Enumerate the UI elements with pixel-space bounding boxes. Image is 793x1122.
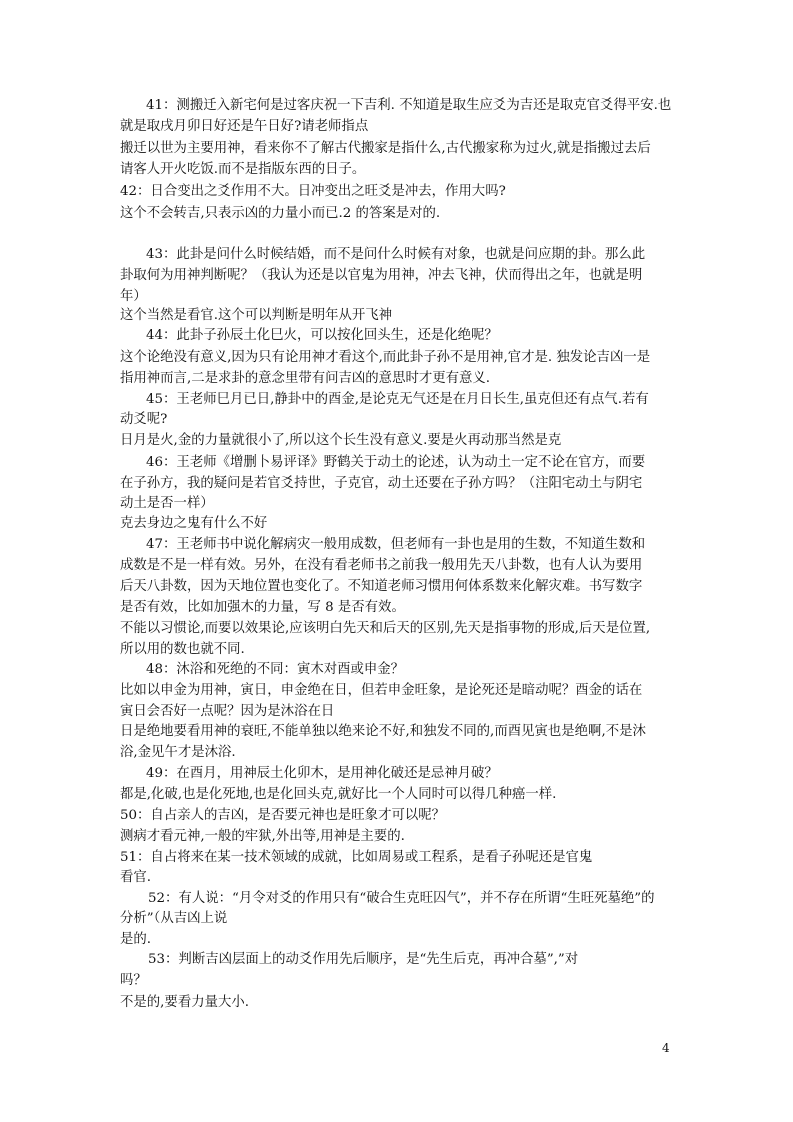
text-line: 51：自占将来在某一技术领域的成就，比如周易或工程系，是看子孙呢还是官鬼: [120, 850, 593, 865]
text-line: 分析”（从吉凶上说: [120, 911, 228, 926]
text-line: 是否有效，比如加强木的力量，写 8 是否有效。: [120, 600, 405, 615]
text-line: 不是的,要看力量大小.: [120, 995, 250, 1010]
text-line: 43：此卦是问什么时候结婚，而不是问什么时候有对象，也就是问应期的卦。那么此: [146, 247, 646, 262]
text-line: 就是取戌月卯日好还是午日好?请老师指点: [120, 119, 369, 134]
text-line: 看官.: [120, 870, 152, 885]
text-line: 这个不会转吉,只表示凶的力量小而已.2 的答案是对的.: [120, 206, 441, 221]
text-line: 动土是否一样）: [120, 496, 214, 511]
text-line: 41：测搬迁入新宅何是过客庆祝一下吉利. 不知道是取生应爻为吉还是取克官爻得平安.也: [146, 98, 672, 113]
text-line: 成数是不是一样有效。另外，在没有看老师书之前我一般用先天八卦数，也有人认为要用: [120, 558, 643, 573]
text-line: 请客人开火吃饭.而不是指版东西的日子。: [120, 162, 366, 177]
text-line: 是的.: [120, 932, 152, 947]
text-line: 42：日合变出之爻作用不大。日冲变出之旺爻是冲去，作用大吗?: [120, 184, 506, 199]
text-line: 49：在酉月，用神辰土化卯木，是用神化破还是忌神月破？: [146, 766, 498, 781]
text-line: 吗？: [120, 973, 147, 988]
text-line: 所以用的数也就不同.: [120, 642, 245, 657]
text-line: 克去身边之鬼有什么不好: [120, 516, 268, 531]
text-line: 48：沐浴和死绝的不同：寅木对酉或申金？: [146, 662, 405, 677]
text-line: 52：有人说：“月令对爻的作用只有“破合生克旺囚气”，并不存在所谓“生旺死墓绝”的: [148, 891, 655, 906]
text-line: 45：王老师巳月已日,静卦中的酉金,是论克无气还是在月日长生,虽克但还有点气.若有: [146, 392, 649, 407]
text-line: 指用神而言,二是求卦的意念里带有问吉凶的意思时才更有意义.: [120, 371, 491, 386]
text-line: 日是绝地要看用神的衰旺,不能单独以绝来论不好,和独发不同的,而酉见寅也是绝啊,不是沐: [120, 724, 646, 739]
text-line: 53：判断吉凶层面上的动爻作用先后顺序，是“先生后克，再冲合墓”,”对: [148, 952, 579, 967]
text-line: 这个论绝没有意义,因为只有论用神才看这个,而此卦子孙不是用神,官才是. 独发论吉凶一是: [120, 350, 651, 365]
text-line: 年）: [120, 289, 147, 304]
text-line: 后天八卦数，因为天地位置也变化了。不知道老师习惯用何体系数来化解灾难。书写数字: [120, 579, 643, 594]
text-line: 在子孙方，我的疑问是若官爻持世，子克官，动土还要在子孙方吗？（注阳宅动土与阴宅: [120, 476, 643, 491]
text-line: 动爻呢?: [120, 412, 168, 427]
text-line: 寅日会否好一点呢？因为是沐浴在日: [120, 704, 335, 719]
text-line: 都是,化破,也是化死地,也是化回头克,就好比一个人同时可以得几种癌一样.: [120, 787, 557, 802]
text-line: 47：王老师书中说化解病灾一般用成数，但老师有一卦也是用的生数，不知道生数和: [146, 537, 646, 552]
text-line: 浴,金见午才是沐浴.: [120, 745, 236, 760]
text-line: 46：王老师《增删卜易评译》野鹤关于动土的论述，认为动土一定不论在官方，而要: [146, 455, 646, 470]
text-line: 搬迁以世为主要用神，看来你不了解古代搬家是指什么,古代搬家称为过火,就是指搬过去后: [120, 141, 651, 156]
text-line: 44：此卦子孙辰土化巳火，可以按化回头生，还是化绝呢？: [146, 328, 498, 343]
page-number: 4: [662, 1041, 670, 1055]
text-line: 50：自占亲人的吉凶，是否要元神也是旺象才可以呢？: [120, 808, 446, 823]
text-line: 不能以习惯论,而要以效果论,应该明白先天和后天的区别,先天是指事物的形成,后天是位置,: [120, 621, 651, 636]
text-line: 比如以申金为用神，寅日，申金绝在日，但若申金旺象，是论死还是暗动呢？酉金的话在: [120, 683, 643, 698]
text-line: 这个当然是看官.这个可以判断是明年从开飞神: [120, 308, 393, 323]
text-line: 日月是火,金的力量就很小了,所以这个长生没有意义.要是火再动那当然是克: [120, 433, 562, 448]
text-line: 卦取何为用神判断呢？（我认为还是以官鬼为用神，冲去飞神，伏而得出之年，也就是明: [120, 268, 643, 283]
text-line: 测病才看元神,一般的牢狱,外出等,用神是主要的.: [120, 829, 405, 844]
